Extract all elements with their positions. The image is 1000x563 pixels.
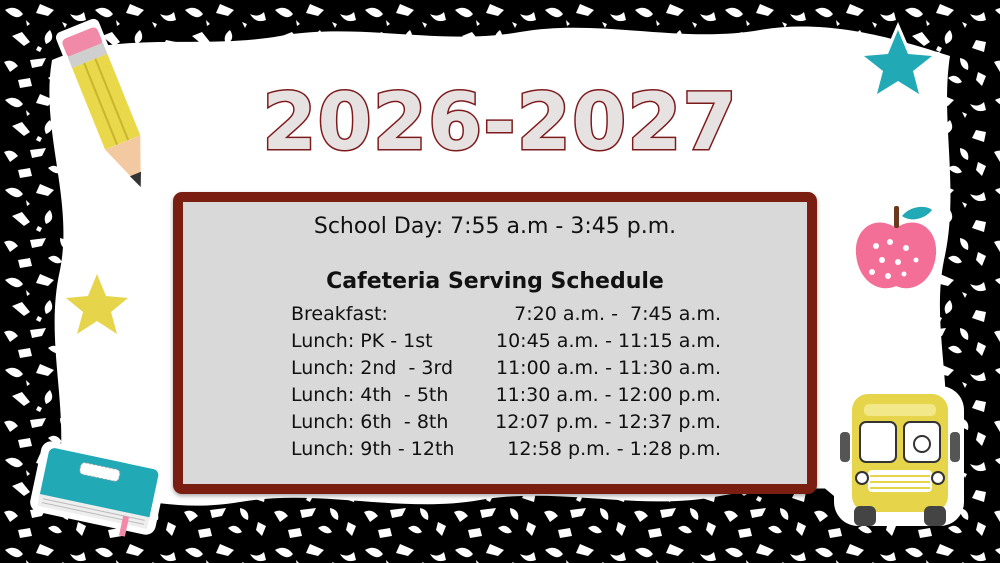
meal-time: 10:45 a.m. - 11:15 a.m. — [496, 330, 721, 352]
schedule-list — [291, 303, 791, 465]
meal-time: 7:20 a.m. - 7:45 a.m. — [514, 303, 721, 325]
meal-time: 12:58 p.m. - 1:28 p.m. — [507, 438, 721, 460]
schedule-row — [291, 330, 791, 357]
schedule-row — [291, 411, 791, 438]
schedule-row — [291, 357, 791, 384]
school-day-hours: School Day: 7:55 a.m - 3:45 p.m. — [313, 214, 677, 239]
meal-label: Lunch: 2nd - 3rd — [291, 357, 454, 379]
notebook-icon — [28, 440, 168, 540]
school-bus-icon — [824, 382, 974, 536]
schedule-board — [173, 192, 817, 494]
meal-time: 11:00 a.m. - 11:30 a.m. — [496, 357, 721, 379]
meal-label: Breakfast: — [291, 303, 388, 325]
year-title: 2026-2027 — [262, 78, 738, 168]
schedule-row — [291, 384, 791, 411]
schedule-row — [291, 303, 791, 330]
meal-label: Lunch: 9th - 12th — [291, 438, 455, 460]
meal-label: Lunch: 4th - 5th — [291, 384, 449, 406]
yellow-star-icon — [54, 262, 140, 346]
teal-star-icon — [852, 18, 944, 106]
cafeteria-schedule-heading: Cafeteria Serving Schedule — [326, 269, 664, 294]
pencil-icon — [52, 8, 172, 208]
apple-icon — [846, 194, 946, 300]
meal-time: 12:07 p.m. - 12:37 p.m. — [495, 411, 721, 433]
meal-label: Lunch: 6th - 8th — [291, 411, 449, 433]
meal-label: Lunch: PK - 1st — [291, 330, 433, 352]
meal-time: 11:30 a.m. - 12:00 p.m. — [495, 384, 721, 406]
schedule-row — [291, 438, 791, 465]
